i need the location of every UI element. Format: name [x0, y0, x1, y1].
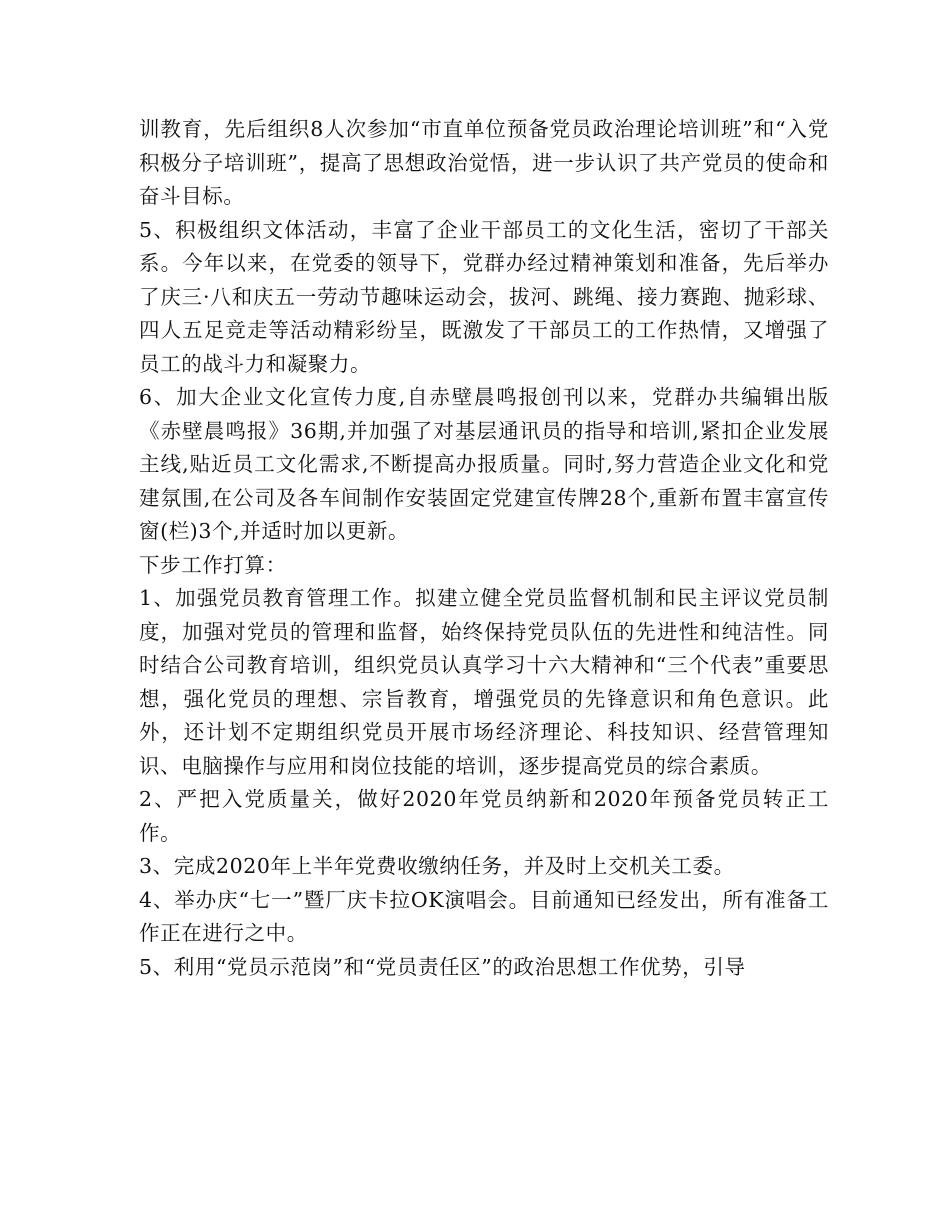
paragraph-corporate-publicity: 6、加大企业文化宣传力度,自赤壁晨鸣报创刊以来，党群办共编辑出版《赤壁晨鸣报》36期,并加强了对基层通讯员的指导和培训,紧扣企业发展主线,贴近员工文化需求,不断提高办报质量。同时,努力营造企业文化和党建氛围,在公司及各车间制作安装固定党建宣传牌28个,重新布置丰富宣传窗(栏)3个,并适时加以更新。 [139, 385, 829, 543]
paragraph-plan-4-concert: 4、举办庆“七一”暨厂庆卡拉OK演唱会。目前通知已经发出，所有准备工作正在进行之中。 [139, 887, 829, 945]
paragraph-cultural-activities: 5、积极组织文体活动，丰富了企业干部员工的文化生活，密切了干部关系。今年以来，在党委的领导下，党群办经过精神策划和准备，先后举办了庆三·八和庆五一劳动节趣味运动会，拔河、跳绳、接力赛跑、抛彩球、四人五足竞走等活动精彩纷呈，既激发了干部员工的工作热情，又增强了员工的战斗力和凝聚力。 [139, 217, 829, 376]
paragraph-plan-1-education: 1、加强党员教育管理工作。拟建立健全党员监督机制和民主评议党员制度，加强对党员的管理和监督，始终保持党员队伍的先进性和纯洁性。同时结合公司教育培训，组织党员认真学习十六大精神和“三个代表”重要思想，强化党员的理想、宗旨教育，增强党员的先锋意识和角色意识。此外，还计划不定期组织党员开展市场经济理论、科技知识、经营管理知识、电脑操作与应用和岗位技能的培训，逐步提高党员的综合素质。 [139, 586, 829, 778]
section-heading-next-plans: 下步工作打算： [139, 552, 287, 577]
document-body [139, 113, 829, 984]
paragraph-plan-2-membership: 2、严把入党质量关，做好2020年党员纳新和2020年预备党员转正工作。 [139, 787, 829, 845]
paragraph-plan-5-model-posts: 5、利用“党员示范岗”和“党员责任区”的政治思想工作优势，引导 [139, 954, 746, 979]
paragraph-plan-3-dues: 3、完成2020年上半年党费收缴纳任务，并及时上交机关工委。 [139, 854, 735, 878]
paragraph-training-continuation: 训教育，先后组织8人次参加“市直单位预备党员政治理论培训班”和“入党积极分子培训班”，提高了思想政治觉悟，进一步认识了共产党员的使命和奋斗目标。 [139, 117, 829, 208]
